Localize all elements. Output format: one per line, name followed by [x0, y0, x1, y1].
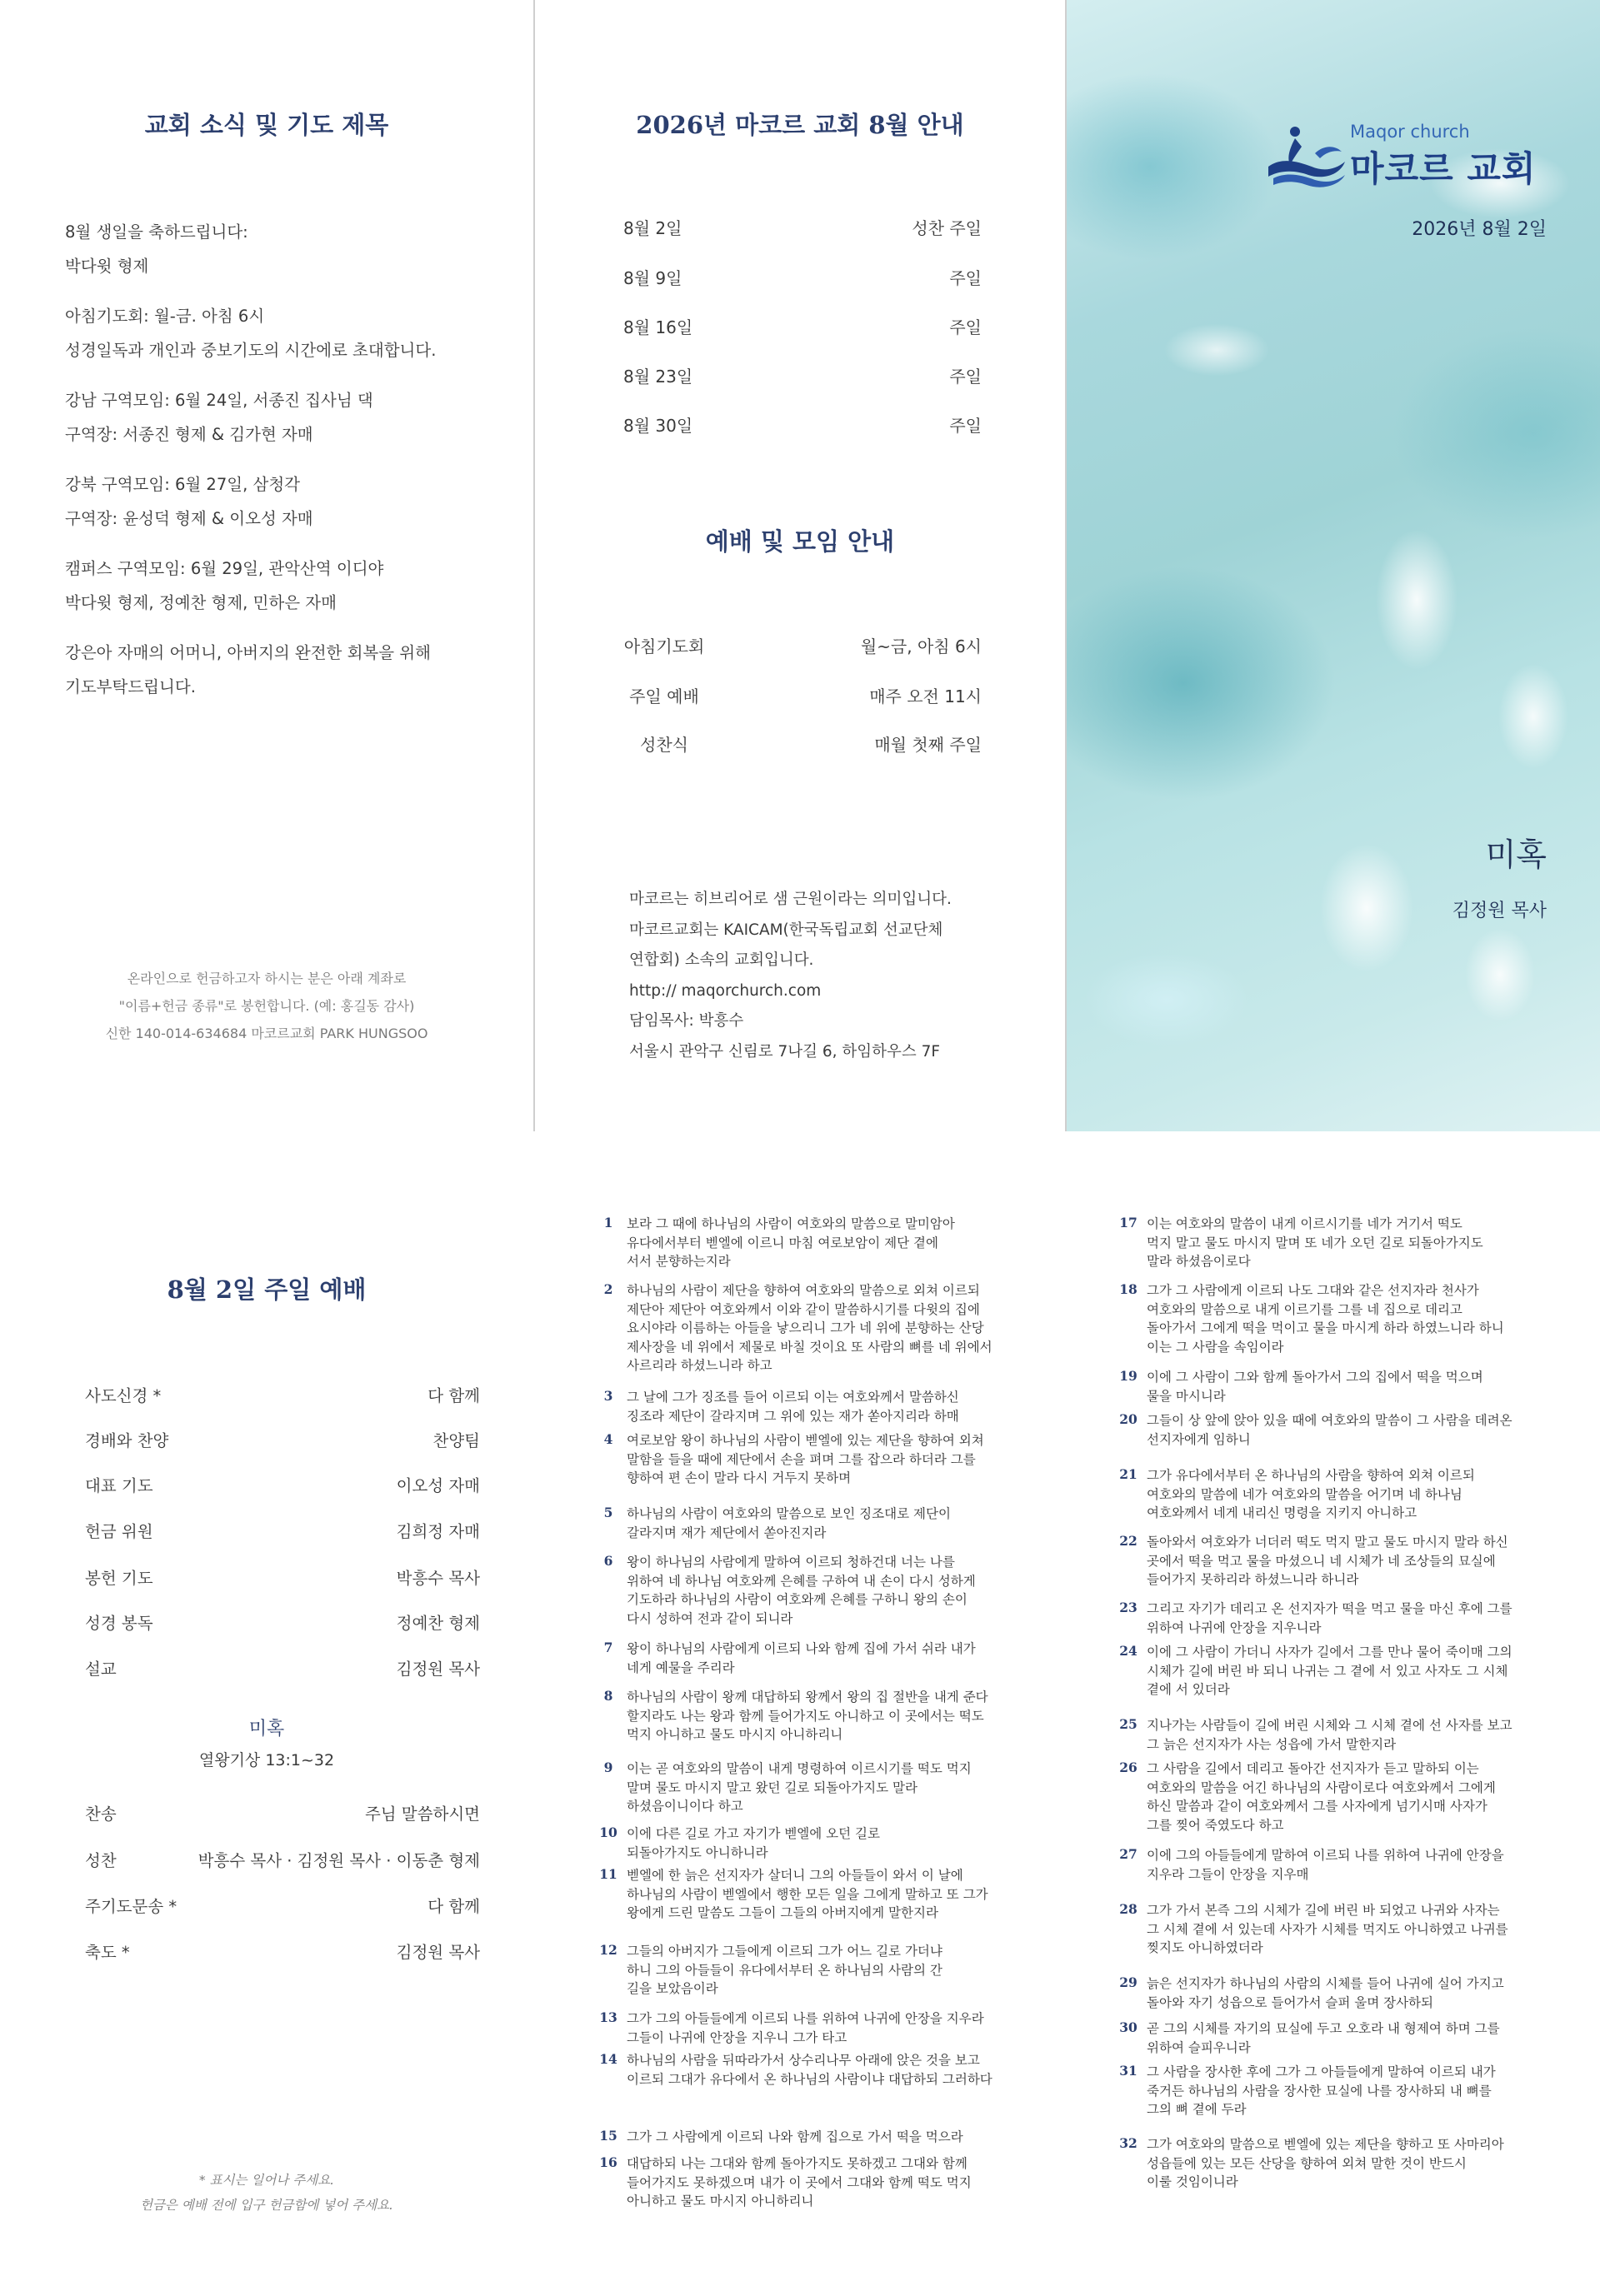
- verse-text: [627, 1215, 1043, 1271]
- verse-number: 31: [1119, 2063, 1138, 2079]
- news-line: 박다윗 형제, 정예찬 형제, 민하은 자매: [65, 593, 337, 612]
- verse-line: 벧엘에 한 늙은 선지자가 살더니 그의 아들들이 와서 이 날에: [627, 1868, 963, 1883]
- schedule-date: 8월 23일: [623, 367, 693, 387]
- verse-line: 네게 예물을 주리라: [627, 1660, 735, 1675]
- church-logo: [1265, 115, 1582, 198]
- verse-line: 그 늙은 선지자가 사는 성읍에 가서 말한지라: [1147, 1736, 1397, 1752]
- verse-line: 찢지도 아니하였더라: [1147, 1940, 1263, 1955]
- verse-number: 4: [603, 1431, 613, 1447]
- worship-row: [85, 1473, 480, 1506]
- verse-line: 늙은 선지자가 하나님의 사람의 시체를 들어 나귀에 실어 가지고: [1147, 1976, 1504, 1991]
- verse-line: 길을 보았음이라: [627, 1981, 718, 1996]
- verse-text: [1147, 1600, 1563, 1637]
- worship-item: 경배와 찬양: [85, 1431, 169, 1450]
- verse-line: 하나님의 사람이 왕께 대답하되 왕께서 왕의 집 절반을 내게 준다: [627, 1690, 988, 1705]
- schedule-date: 8월 16일: [623, 317, 693, 337]
- footnote-line: 헌금은 예배 전에 입구 헌금함에 넣어 주세요.: [139, 2198, 393, 2213]
- offering-line: 온라인으로 헌금하고자 하시는 분은 아래 계좌로: [127, 971, 407, 986]
- verse-line: 그가 그 사람에게 이르되 나도 그대와 같은 선지자라 천사가: [1147, 1283, 1479, 1298]
- verse-text: [627, 1759, 1043, 1816]
- verse-line: 그들이 나귀에 안장을 지우니 그가 타고: [627, 2029, 848, 2045]
- worship-item: 축도 *: [85, 1943, 130, 1962]
- worship-leader: 김정원 목사: [396, 1660, 480, 1679]
- verse-line: 여로보암 왕이 하나님의 사람이 벧엘에 있는 제단을 향하여 외쳐: [627, 1433, 984, 1448]
- verse-number: 32: [1119, 2135, 1138, 2151]
- fountain-logo-icon: [1265, 123, 1348, 190]
- verse-line: 돌아가서 그에게 떡을 먹이고 물을 마시게 하라 하였느니라 하니: [1147, 1320, 1504, 1335]
- schedule-row: [623, 215, 982, 248]
- verse-text: [627, 1866, 1043, 1923]
- verse-number: 10: [599, 1824, 618, 1840]
- schedule-date: 8월 30일: [623, 416, 693, 436]
- verse-line: 요시야라 이름하는 아들을 낳으리니 그가 네 위에 분향하는 산당: [627, 1320, 984, 1335]
- verse-text: [627, 1942, 1043, 1999]
- news-line: 성경일독과 개인과 중보기도의 시간에로 초대합니다.: [65, 341, 437, 360]
- church-info: [629, 885, 1029, 1067]
- verse-line: 위하여 슬피우니라: [1147, 2039, 1251, 2055]
- verse-line: 말며 물도 마시지 말고 왔던 길로 되돌아가지도 말라: [627, 1779, 918, 1795]
- schedule-name: 주일: [949, 367, 982, 387]
- verse-text: [627, 1824, 1043, 1862]
- verse-line: 곧 그의 시체를 자기의 묘실에 두고 오호라 내 형제여 하며 그를: [1147, 2021, 1500, 2036]
- verse-number: 14: [599, 2051, 618, 2067]
- news-title: 교회 소식 및 기도 제목: [144, 111, 389, 139]
- news-line: 강은아 자매의 어머니, 아버지의 완전한 회복을 위해: [65, 643, 431, 662]
- meeting-label: 주일 예배: [629, 686, 699, 706]
- verse-text: [627, 2051, 1043, 2089]
- worship-row: [85, 1656, 480, 1690]
- verse-line: 유다에서부터 벧엘에 이르니 마침 여로보암이 제단 곁에: [627, 1235, 938, 1250]
- news-item: [65, 215, 532, 283]
- verse-number: 20: [1119, 1411, 1138, 1427]
- verse-line: 선지자에게 임하니: [1147, 1431, 1251, 1447]
- verse-line: 그를 찢어 죽였도다 하고: [1147, 1817, 1284, 1833]
- verse-line: 들어가지도 못하겠으며 내가 이 곳에서 그대와 함께 떡도 먹지: [627, 2174, 972, 2190]
- verse-line: 지우라 그들이 안장을 지우매: [1147, 1866, 1309, 1882]
- verse-line: 시체가 길에 버린 바 되니 나귀는 그 곁에 서 있고 사자도 그 시체: [1147, 1663, 1508, 1679]
- verse-line: 이에 그의 아들들에게 말하여 이르되 나를 위하여 나귀에 안장을: [1147, 1848, 1504, 1863]
- offering-line: "이름+헌금 종류"로 봉헌합니다. (예: 홍길동 감사): [118, 998, 415, 1014]
- church-info-line: 서울시 관악구 신림로 7나길 6, 하임하우스 7F: [629, 1042, 941, 1061]
- worship-leader: 이오성 자매: [396, 1476, 480, 1495]
- verse-line: 할지라도 나는 왕과 함께 들어가지도 아니하고 이 곳에서는 떡도: [627, 1708, 984, 1724]
- verse-line: 왕에게 드린 말씀도 그들이 그들의 아버지에게 말한지라: [627, 1905, 938, 1920]
- verse-text: [1147, 1215, 1563, 1271]
- verse-text: [1147, 1846, 1563, 1884]
- footnote-line: * 표시는 일어나 주세요.: [198, 2173, 335, 2188]
- worship-row: [85, 1848, 480, 1881]
- news-line: 8월 생일을 축하드립니다:: [65, 222, 248, 242]
- news-line: 구역장: 윤성덕 형제 & 이오성 자매: [65, 509, 313, 528]
- verse-number: 7: [603, 1640, 613, 1655]
- verse-line: 곁에 서 있더라: [1147, 1682, 1230, 1697]
- verse-text: [1147, 2063, 1563, 2119]
- verse-line: 제사장을 네 위에서 제물로 바칠 것이요 또 사람의 뼈를 네 위에서: [627, 1339, 992, 1355]
- verse-number: 3: [603, 1388, 613, 1404]
- verse-number: 27: [1119, 1846, 1138, 1862]
- verse-text: [1147, 1643, 1563, 1700]
- worship-row: [85, 1939, 480, 1973]
- verse-line: 징조라 제단이 갈라지며 그 위에 있는 재가 쏟아지리라 하매: [627, 1408, 959, 1424]
- verse-line: 대답하되 나는 그대와 함께 돌아가지도 못하겠고 그대와 함께: [627, 2156, 968, 2171]
- verse-text: [1147, 1281, 1563, 1356]
- meeting-time: 월~금, 아침 6시: [860, 636, 982, 656]
- news-item: [65, 552, 532, 620]
- verse-line: 여호와의 말씀을 어긴 하나님의 사람이로다 여호와께서 그에게: [1147, 1779, 1496, 1795]
- verse-line: 여호와의 말씀에 네가 여호와의 말씀을 어기며 네 하나님: [1147, 1486, 1462, 1502]
- verse-text: [1147, 1411, 1563, 1449]
- verse-line: 그들의 아버지가 그들에게 이르되 그가 어느 길로 가더냐: [627, 1944, 942, 1959]
- verse-number: 29: [1119, 1974, 1138, 1990]
- verse-text: [1147, 1901, 1563, 1958]
- verse-line: 그 사람을 장사한 후에 그가 그 아들들에게 말하여 이르되 내가: [1147, 2064, 1496, 2079]
- meeting-label: 성찬식: [640, 735, 688, 755]
- verse-number: 18: [1119, 1281, 1138, 1297]
- schedule-name: 주일: [949, 416, 982, 436]
- worship-leader: 김희정 자매: [396, 1522, 480, 1541]
- verse-number: 13: [599, 2009, 618, 2025]
- verse-number: 8: [603, 1688, 613, 1704]
- church-info-line: http:// maqorchurch.com: [629, 981, 822, 1000]
- verse-text: [627, 2009, 1043, 2047]
- worship-leader: 김정원 목사: [396, 1943, 480, 1962]
- schedule-name: 주일: [949, 317, 982, 337]
- news-line: 아침기도회: 월-금. 아침 6시: [65, 307, 265, 326]
- verse-line: 성읍들에 있는 모든 산당을 향하여 외쳐 말한 것이 반드시: [1147, 2155, 1467, 2171]
- verse-line: 아니하고 물도 마시지 아니하리니: [627, 2194, 814, 2209]
- verse-line: 하신 말씀과 같이 여호와께서 그를 사자에게 넘기시매 사자가: [1147, 1799, 1488, 1814]
- news-item: [65, 467, 532, 536]
- verse-text: [627, 1553, 1043, 1628]
- worship-row: [85, 1428, 480, 1461]
- verse-text: [1147, 1368, 1563, 1405]
- verse-line: 제단아 제단아 여호와께서 이와 같이 말씀하시기를 다윗의 집에: [627, 1301, 980, 1317]
- verse-number: 24: [1119, 1643, 1138, 1659]
- verse-line: 돌아와서 여호와가 너더러 떡도 먹지 말고 물도 마시지 말라 하신: [1147, 1535, 1508, 1550]
- verse-line: 이르되 그대가 유다에서 온 하나님의 사람이냐 대답하되 그러하다: [627, 2071, 992, 2087]
- worship-footnote: [0, 2168, 533, 2218]
- verse-text: [1147, 2019, 1563, 2057]
- worship-item: 설교: [85, 1660, 117, 1679]
- news-item: [65, 383, 532, 452]
- verse-number: 2: [603, 1281, 613, 1297]
- verse-line: 기도하라 하나님의 사람이 여호와께 은혜를 구하니 왕의 손이: [627, 1592, 968, 1607]
- verse-text: [627, 1688, 1043, 1744]
- schedule-row: [623, 412, 982, 446]
- verse-line: 위하여 나귀에 안장을 지우니라: [1147, 1620, 1322, 1635]
- verse-line: 왕이 하나님의 사람에게 이르되 나와 함께 집에 가서 쉬라 내가: [627, 1641, 976, 1656]
- worship-row: [85, 1801, 480, 1834]
- verse-number: 26: [1119, 1759, 1138, 1775]
- worship-row: [85, 1519, 480, 1552]
- cover-panel: [1067, 0, 1600, 1131]
- verse-line: 그 사람을 길에서 데리고 돌아간 선지자가 듣고 말하되 이는: [1147, 1761, 1479, 1776]
- verse-line: 사르리라 하셨느니라 하고: [627, 1358, 772, 1373]
- news-list: [65, 215, 532, 720]
- verse-line: 그가 그 사람에게 이르되 나와 함께 집으로 가서 떡을 먹으라: [627, 2129, 963, 2144]
- verse-line: 향하여 편 손이 말라 다시 거두지 못하며: [627, 1470, 852, 1485]
- meeting-row: [618, 633, 982, 666]
- verse-line: 그가 그의 아들들에게 이르되 나를 위하여 나귀에 안장을 지우라: [627, 2011, 984, 2026]
- verse-text: [1147, 1974, 1563, 2012]
- news-line: 강북 구역모임: 6월 27일, 삼청각: [65, 475, 300, 494]
- verse-text: [627, 2154, 1043, 2211]
- verse-number: 6: [603, 1553, 613, 1569]
- logo-english: Maqor church: [1350, 122, 1470, 142]
- verse-text: [1147, 1533, 1563, 1590]
- schedule-date: 8월 2일: [623, 218, 682, 238]
- verse-line: 그가 가서 본즉 그의 시체가 길에 버린 바 되었고 나귀와 사자는: [1147, 1903, 1500, 1918]
- verse-line: 말라 하셨음이로다: [1147, 1254, 1251, 1269]
- verse-number: 11: [599, 1866, 618, 1882]
- verse-line: 말함을 들을 때에 제단에서 손을 펴며 그를 잡으라 하더라 그를: [627, 1451, 976, 1467]
- worship-item: 봉헌 기도: [85, 1569, 153, 1588]
- news-item: [65, 636, 532, 704]
- news-line: 캠퍼스 구역모임: 6월 29일, 관악산역 이디야: [65, 559, 384, 578]
- verse-line: 그의 뼈 곁에 두라: [1147, 2102, 1247, 2117]
- verse-line: 보라 그 때에 하나님의 사람이 여호와의 말씀으로 말미암아: [627, 1216, 955, 1231]
- verse-line: 돌아와 자기 성읍으로 들어가서 슬퍼 울며 장사하되: [1147, 1994, 1433, 2010]
- news-panel: [0, 0, 533, 1131]
- verse-line: 하셨음이니이다 하고: [627, 1799, 743, 1814]
- verse-line: 하니 그의 아들들이 유다에서부터 온 하나님의 사람의 간: [627, 1962, 942, 1978]
- verse-line: 곳에서 떡을 먹고 물을 마셨으니 네 시체가 네 조상들의 묘실에: [1147, 1553, 1496, 1569]
- verse-number: 28: [1119, 1901, 1138, 1917]
- verse-line: 이는 그 사람을 속임이라: [1147, 1339, 1284, 1355]
- verse-number: 21: [1119, 1466, 1138, 1482]
- verse-text: [1147, 1759, 1563, 1834]
- cover-sermon-title: 미혹: [1485, 836, 1547, 873]
- logo-korean: 마코르 교회: [1350, 148, 1537, 189]
- schedule-title: 2026년 마코르 교회 8월 안내: [636, 111, 964, 139]
- worship-sermon-title: 미혹: [248, 1719, 285, 1739]
- verse-text: [627, 1388, 1043, 1425]
- worship-row: [85, 1894, 480, 1927]
- schedule-row: [623, 363, 982, 397]
- verse-line: 하나님의 사람이 제단을 향하여 여호와의 말씀으로 외쳐 이르되: [627, 1283, 980, 1298]
- verse-line: 이에 다른 길로 가고 자기가 벧엘에 오던 길로: [627, 1826, 881, 1841]
- verse-number: 15: [599, 2128, 618, 2144]
- news-line: 박다윗 형제: [65, 257, 149, 276]
- verse-text: [1147, 1716, 1563, 1754]
- verse-line: 여호와의 말씀으로 내게 이르기를 그를 네 집으로 데리고: [1147, 1301, 1462, 1317]
- verse-number: 19: [1119, 1368, 1138, 1384]
- verse-line: 하나님의 사람을 뒤따라가서 상수리나무 아래에 앉은 것을 보고: [627, 2053, 980, 2068]
- meeting-time: 매주 오전 11시: [869, 686, 982, 706]
- schedule-row: [623, 314, 982, 347]
- worship-title: 8월 2일 주일 예배: [167, 1275, 367, 1304]
- worship-item: 주기도문송 *: [85, 1897, 178, 1916]
- verse-line: 그가 여호와의 말씀으로 벧엘에 있는 제단을 향하고 또 사마리아: [1147, 2137, 1504, 2152]
- news-line: 강남 구역모임: 6월 24일, 서종진 집사님 댁: [65, 391, 373, 410]
- verse-text: [1147, 2135, 1563, 2192]
- meeting-row: [618, 731, 982, 765]
- worship-leader: 찬양팀: [432, 1431, 480, 1450]
- verse-line: 위하여 네 하나님 여호와께 은혜를 구하여 내 손이 다시 성하게: [627, 1573, 976, 1589]
- meeting-row: [618, 683, 982, 716]
- verse-line: 들어가지 못하리라 하셨느니라 하니라: [1147, 1572, 1359, 1587]
- news-item: [65, 299, 532, 367]
- worship-leader: 박흥수 목사: [396, 1569, 480, 1588]
- verse-line: 지나가는 사람들이 길에 버린 시체와 그 시체 곁에 선 사자를 보고: [1147, 1718, 1512, 1733]
- worship-item: 헌금 위원: [85, 1522, 153, 1541]
- verse-line: 되돌아가지도 아니하니라: [627, 1844, 768, 1860]
- schedule-date: 8월 9일: [623, 268, 682, 288]
- worship-leader: 다 함께: [428, 1897, 480, 1916]
- verse-line: 이는 여호와의 말씀이 내게 이르시기를 네가 거기서 떡도: [1147, 1216, 1462, 1231]
- worship-leader: 정예찬 형제: [396, 1614, 480, 1633]
- cover-preacher: 김정원 목사: [1452, 901, 1547, 921]
- verse-line: 물을 마시니라: [1147, 1388, 1226, 1404]
- worship-item: 성찬: [85, 1851, 117, 1870]
- verse-number: 22: [1119, 1533, 1138, 1549]
- schedule-name: 성찬 주일: [912, 218, 982, 238]
- verse-number: 25: [1119, 1716, 1138, 1732]
- verse-number: 16: [599, 2154, 618, 2170]
- verse-number: 23: [1119, 1600, 1138, 1615]
- verse-line: 그가 유다에서부터 온 하나님의 사람을 향하여 외쳐 이르되: [1147, 1468, 1475, 1483]
- verse-line: 그들이 상 앞에 앉아 있을 때에 여호와의 말씀이 그 사람을 데려온: [1147, 1413, 1512, 1428]
- worship-leader: 다 함께: [428, 1386, 480, 1405]
- worship-leader: 주님 말씀하시면: [364, 1804, 480, 1824]
- verse-line: 이에 그 사람이 가더니 사자가 길에서 그를 만나 물어 죽이매 그의: [1147, 1645, 1512, 1660]
- worship-row: [85, 1610, 480, 1644]
- verse-number: 12: [599, 1942, 618, 1958]
- worship-item: 사도신경 *: [85, 1386, 162, 1405]
- verse-line: 갈라지며 재가 제단에서 쏟아진지라: [627, 1525, 827, 1540]
- verse-line: 하나님의 사람이 여호와의 말씀으로 보인 징조대로 제단이: [627, 1506, 951, 1521]
- verse-line: 여호와께서 네게 내리신 명령을 지키지 아니하고: [1147, 1505, 1418, 1520]
- church-info-line: 담임목사: 박흥수: [629, 1012, 744, 1030]
- offering-info: [0, 965, 533, 1047]
- verse-text: [627, 2128, 1043, 2147]
- verse-text: [627, 1431, 1043, 1488]
- worship-row: [85, 1565, 480, 1599]
- verse-line: 그리고 자기가 데리고 온 선지자가 떡을 먹고 물을 마신 후에 그를: [1147, 1601, 1512, 1616]
- meeting-label: 아침기도회: [623, 636, 705, 656]
- verse-line: 하나님의 사람이 벧엘에서 행한 모든 일을 그에게 말하고 또 그가: [627, 1886, 988, 1902]
- meeting-time: 매월 첫째 주일: [874, 735, 982, 755]
- verse-text: [627, 1640, 1043, 1677]
- verse-number: 5: [603, 1505, 613, 1520]
- verse-number: 9: [603, 1759, 613, 1775]
- verse-line: 그 날에 그가 징조를 들어 이르되 이는 여호와께서 말씀하신: [627, 1390, 959, 1405]
- church-info-line: 마코르교회는 KAICAM(한국독립교회 선교단체: [629, 921, 943, 939]
- schedule-row: [623, 265, 982, 298]
- verse-line: 죽거든 하나님의 사람을 장사한 묘실에 나를 장사하되 내 뼈를: [1147, 2083, 1492, 2099]
- worship-item: 찬송: [85, 1804, 117, 1824]
- meetings-title: 예배 및 모임 안내: [705, 527, 895, 556]
- verse-line: 그 시체 곁에 서 있는데 사자가 시체를 먹지도 아니하였고 나귀를: [1147, 1921, 1508, 1937]
- verse-line: 먹지 아니하고 물도 마시지 아니하리니: [627, 1727, 843, 1742]
- verse-text: [627, 1281, 1043, 1375]
- verse-line: 이룰 것임이니라: [1147, 2174, 1238, 2189]
- church-info-line: 연합회) 소속의 교회입니다.: [629, 951, 814, 969]
- verse-line: 서서 분향하는지라: [627, 1254, 731, 1269]
- verse-line: 왕이 하나님의 사람에게 말하여 이르되 청하건대 너는 나를: [627, 1555, 955, 1570]
- news-line: 구역장: 서종진 형제 & 김가현 자매: [65, 425, 313, 444]
- verse-number: 1: [603, 1215, 613, 1230]
- worship-leader: 박흥수 목사 · 김정원 목사 · 이동춘 형제: [198, 1851, 480, 1870]
- worship-row: [85, 1383, 480, 1416]
- offering-line: 신한 140-014-634684 마코르교회 PARK HUNGSOO: [105, 1026, 428, 1041]
- cover-date: 2026년 8월 2일: [1412, 219, 1547, 240]
- verse-number: 17: [1119, 1215, 1138, 1230]
- news-line: 기도부탁드립니다.: [65, 677, 196, 696]
- worship-sermon-reference: 열왕기상 13:1~32: [198, 1751, 335, 1769]
- verse-number: 30: [1119, 2019, 1138, 2035]
- verse-line: 먹지 말고 물도 마시지 말며 또 네가 오던 길로 되돌아가지도: [1147, 1235, 1483, 1250]
- schedule-name: 주일: [949, 268, 982, 288]
- worship-item: 대표 기도: [85, 1476, 153, 1495]
- worship-item: 성경 봉독: [85, 1614, 153, 1633]
- church-info-line: 마코르는 히브리어로 샘 근원이라는 의미입니다.: [629, 891, 952, 908]
- verse-text: [1147, 1466, 1563, 1523]
- verse-line: 이에 그 사람이 그와 함께 돌아가서 그의 집에서 떡을 먹으며: [1147, 1370, 1483, 1385]
- verse-text: [627, 1505, 1043, 1542]
- verse-line: 이는 곧 여호와의 말씀이 내게 명령하여 이르시기를 떡도 먹지: [627, 1761, 972, 1776]
- verse-line: 다시 성하여 전과 같이 되니라: [627, 1610, 793, 1626]
